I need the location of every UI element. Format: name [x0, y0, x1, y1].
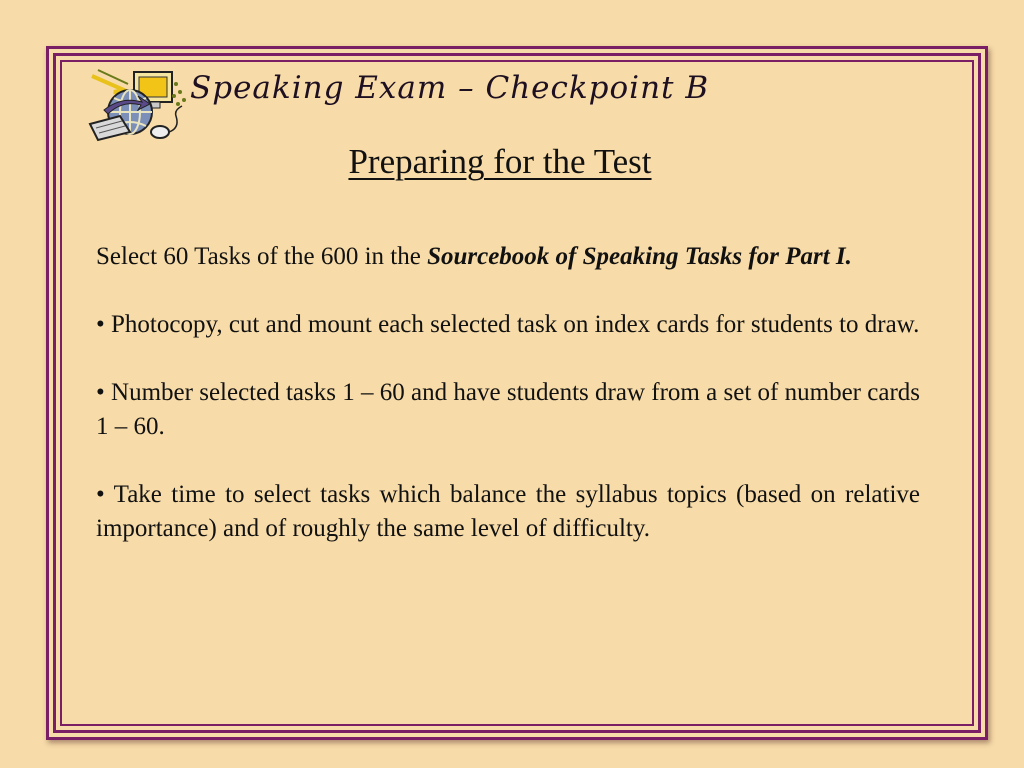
bullet-text: Photocopy, cut and mount each selected task on index cards for students to draw. — [104, 311, 920, 338]
header-title: Speaking Exam – Checkpoint B — [190, 70, 710, 106]
bullet-item — [96, 478, 920, 546]
bullet-marker: • — [96, 379, 105, 406]
intro-text: Select 60 Tasks of the 600 in the — [96, 243, 428, 270]
bullet-text: Number selected tasks 1 – 60 and have students draw from a set of number cards 1 – 60. — [96, 379, 920, 440]
bullet-item — [96, 308, 920, 342]
computer-globe-clipart-icon — [84, 66, 190, 146]
bullet-item — [96, 376, 920, 444]
intro-paragraph — [96, 240, 920, 274]
bullet-text: Take time to select tasks which balance the syllabus topics (based on relative importance) and of roughly the same level of difficulty. — [96, 481, 920, 542]
slide-body — [96, 240, 920, 580]
slide-title: Preparing for the Test — [348, 142, 652, 181]
bullet-marker: • — [96, 481, 105, 508]
sourcebook-title: Sourcebook of Speaking Tasks for Part I. — [427, 243, 852, 270]
bullet-marker: • — [96, 311, 105, 338]
